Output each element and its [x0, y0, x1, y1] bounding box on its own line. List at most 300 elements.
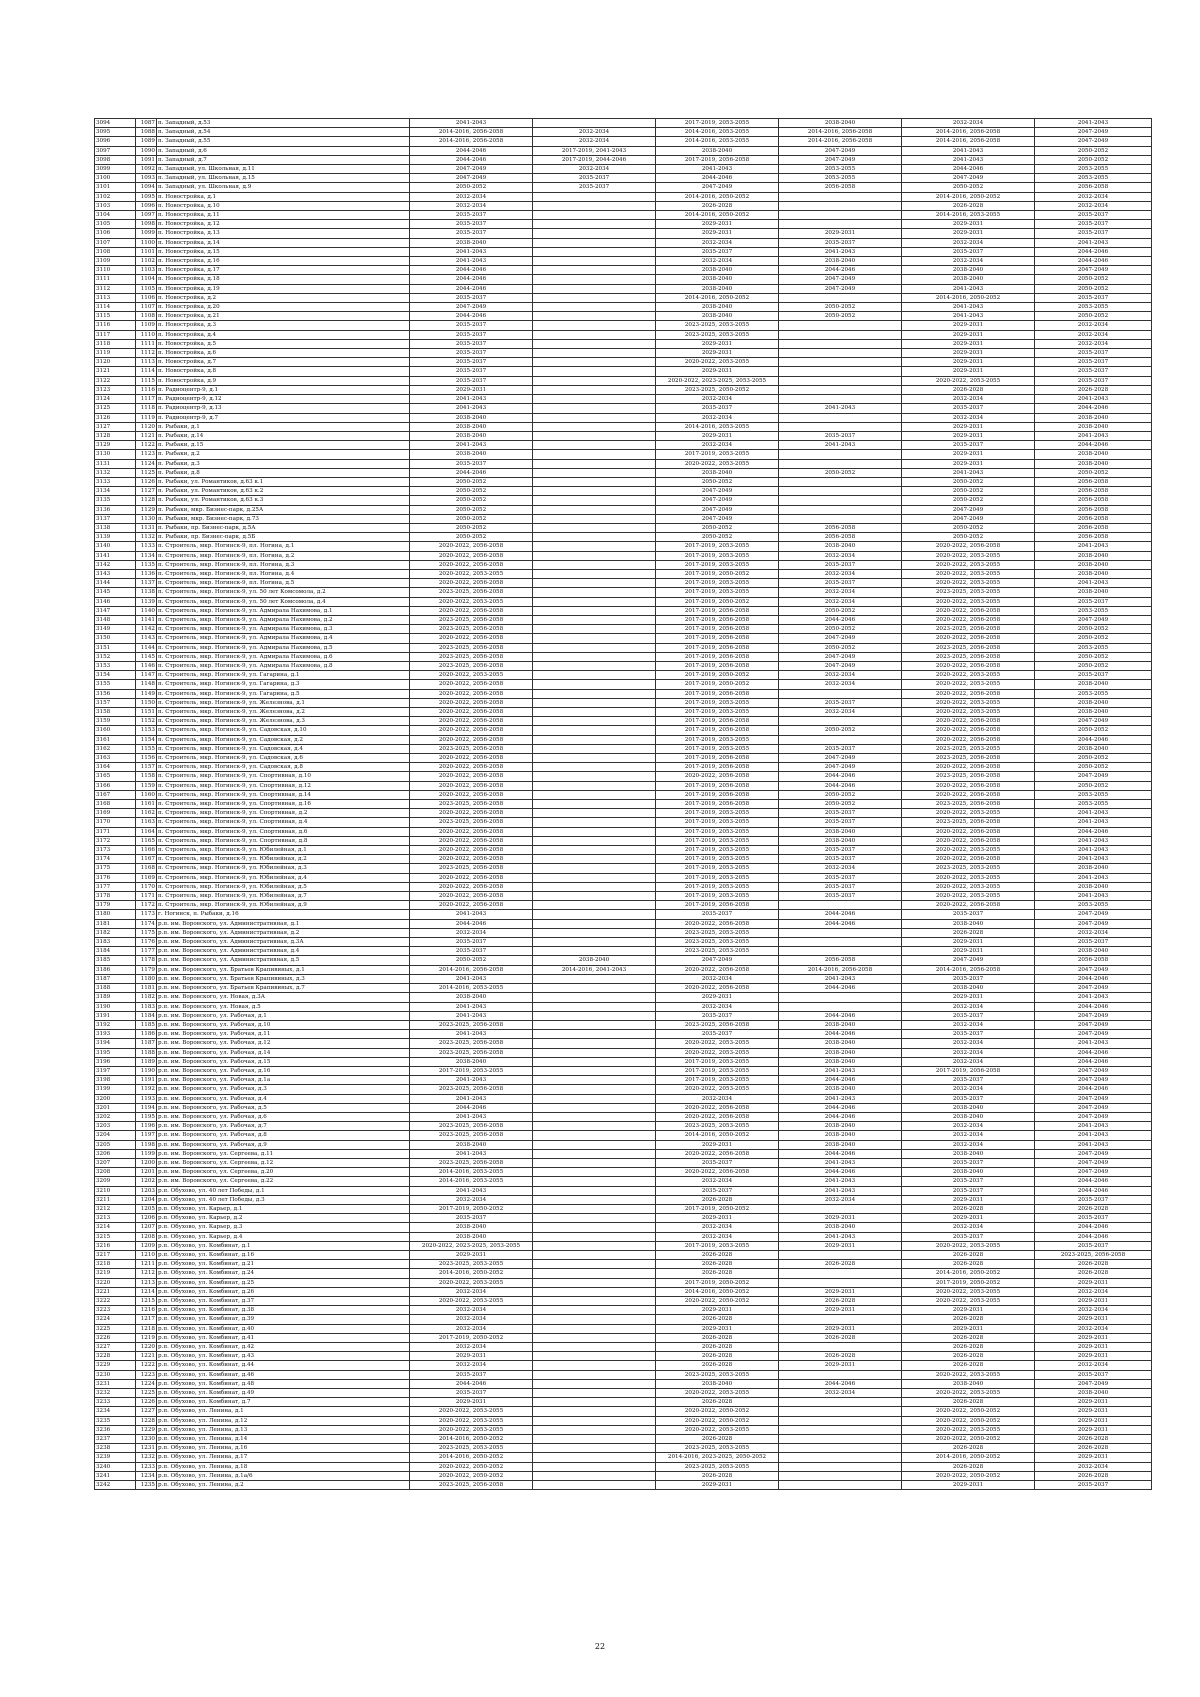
- table-cell: 2020-2022, 2053-2055: [410, 1407, 533, 1416]
- table-cell: 3239: [95, 1453, 136, 1462]
- table-cell: 3156: [95, 689, 136, 698]
- table-cell: [533, 1398, 656, 1407]
- table-cell: 1202: [136, 1177, 157, 1186]
- table-cell: [533, 781, 656, 790]
- table-cell: [779, 413, 902, 422]
- table-cell: 2044-2046: [779, 910, 902, 919]
- table-cell: [533, 404, 656, 413]
- table-row: [95, 910, 1152, 919]
- table-cell: 2032-2034: [902, 1140, 1035, 1149]
- table-cell: [779, 735, 902, 744]
- table-row: [95, 1066, 1152, 1075]
- table-cell: 2023-2025, 2053-2055: [656, 330, 779, 339]
- table-row: [95, 919, 1152, 928]
- table-cell: 2020-2022, 2053-2055: [902, 1389, 1035, 1398]
- table-cell: 2029-2031: [779, 229, 902, 238]
- table-cell: 2035-2037: [1035, 938, 1152, 947]
- table-cell: [533, 1471, 656, 1480]
- table-cell: 2050-2052: [656, 523, 779, 532]
- table-cell: 1157: [136, 763, 157, 772]
- table-cell: 1135: [136, 560, 157, 569]
- table-cell: 3139: [95, 533, 136, 542]
- table-cell: 2035-2037: [902, 1186, 1035, 1195]
- table-cell: 2029-2031: [1035, 1297, 1152, 1306]
- table-cell: 2020-2022, 2050-2052: [902, 1407, 1035, 1416]
- table-cell: 2029-2031: [1035, 1333, 1152, 1342]
- table-cell: 2017-2019, 2056-2058: [656, 781, 779, 790]
- table-cell: 2020-2022, 2053-2055: [902, 579, 1035, 588]
- table-cell: 2023-2025, 2056-2058: [902, 652, 1035, 661]
- table-cell: 2044-2046: [1035, 827, 1152, 836]
- table-cell: 2044-2046: [1035, 247, 1152, 256]
- table-cell: 2038-2040: [1035, 569, 1152, 578]
- table-cell: [533, 910, 656, 919]
- table-cell: 1170: [136, 882, 157, 891]
- table-cell: 2023-2025, 2056-2058: [902, 625, 1035, 634]
- table-cell: р.п. Обухово, ул. Комбинат, д.49: [157, 1389, 410, 1398]
- table-cell: 2035-2037: [410, 330, 533, 339]
- table-cell: [533, 1085, 656, 1094]
- table-cell: 3151: [95, 643, 136, 652]
- table-cell: 2017-2019, 2050-2052: [656, 1204, 779, 1213]
- table-cell: [779, 901, 902, 910]
- schedule-table: [94, 118, 1152, 1490]
- table-row: [95, 441, 1152, 450]
- table-cell: п. Строитель, мкр. Ногинск-9, ул. Гагарина, д.1: [157, 671, 410, 680]
- table-cell: 2032-2034: [410, 928, 533, 937]
- table-cell: 2017-2019, 2053-2055: [656, 1076, 779, 1085]
- table-cell: 1141: [136, 615, 157, 624]
- table-cell: 2050-2052: [779, 800, 902, 809]
- table-cell: 2014-2016, 2050-2052: [656, 1131, 779, 1140]
- table-cell: 2029-2031: [410, 385, 533, 394]
- table-cell: 2020-2022, 2056-2058: [410, 708, 533, 717]
- table-cell: 2038-2040: [902, 1112, 1035, 1121]
- table-cell: 1122: [136, 441, 157, 450]
- table-cell: 2044-2046: [779, 1011, 902, 1020]
- table-cell: [533, 551, 656, 560]
- table-cell: 2053-2055: [1035, 643, 1152, 652]
- table-row: [95, 1011, 1152, 1020]
- table-cell: [533, 1112, 656, 1121]
- table-cell: 2032-2034: [779, 708, 902, 717]
- table-cell: 2044-2046: [1035, 1085, 1152, 1094]
- table-cell: 2044-2046: [779, 1379, 902, 1388]
- table-cell: 2038-2040: [902, 266, 1035, 275]
- table-cell: 2047-2049: [902, 956, 1035, 965]
- table-cell: 2050-2052: [410, 183, 533, 192]
- table-cell: 2017-2019, 2053-2055: [656, 873, 779, 882]
- table-cell: 2020-2022, 2056-2058: [410, 882, 533, 891]
- table-cell: 2047-2049: [1035, 1020, 1152, 1029]
- table-row: [95, 1481, 1152, 1490]
- table-cell: 2041-2043: [1035, 542, 1152, 551]
- table-cell: 2050-2052: [1035, 763, 1152, 772]
- table-cell: 2047-2049: [1035, 1066, 1152, 1075]
- table-cell: [533, 1177, 656, 1186]
- table-cell: п. Строитель, мкр. Ногинск-9, ул. Гагарина, д.5: [157, 689, 410, 698]
- table-cell: 3098: [95, 155, 136, 164]
- table-cell: 3186: [95, 965, 136, 974]
- table-cell: [533, 1232, 656, 1241]
- table-cell: 3152: [95, 652, 136, 661]
- table-row: [95, 892, 1152, 901]
- table-cell: 2032-2034: [410, 192, 533, 201]
- table-row: [95, 652, 1152, 661]
- table-cell: [533, 1324, 656, 1333]
- table-cell: 2035-2037: [779, 809, 902, 818]
- table-cell: 1180: [136, 974, 157, 983]
- table-cell: 2032-2034: [779, 1389, 902, 1398]
- table-cell: 1112: [136, 349, 157, 358]
- table-cell: п. Новостройка, д.21: [157, 312, 410, 321]
- table-cell: 2035-2037: [656, 1030, 779, 1039]
- table-cell: 2032-2034: [902, 1122, 1035, 1131]
- table-cell: 2038-2040: [902, 275, 1035, 284]
- table-cell: 2029-2031: [656, 220, 779, 229]
- table-cell: 2020-2022, 2053-2055: [902, 1287, 1035, 1296]
- table-cell: 2020-2022, 2053-2055: [410, 1297, 533, 1306]
- table-cell: 2026-2028: [656, 1315, 779, 1324]
- table-cell: 2041-2043: [1035, 119, 1152, 128]
- table-cell: 2047-2049: [779, 754, 902, 763]
- table-row: [95, 643, 1152, 652]
- table-cell: 2038-2040: [902, 919, 1035, 928]
- table-cell: 3094: [95, 119, 136, 128]
- table-cell: 2020-2022, 2050-2052: [410, 1471, 533, 1480]
- table-row: [95, 1343, 1152, 1352]
- table-cell: 2047-2049: [656, 505, 779, 514]
- table-cell: 1098: [136, 220, 157, 229]
- table-cell: 2047-2049: [656, 183, 779, 192]
- table-cell: 2041-2043: [779, 1177, 902, 1186]
- table-cell: 3110: [95, 266, 136, 275]
- table-cell: 2020-2022, 2056-2058: [902, 634, 1035, 643]
- table-cell: 2026-2028: [656, 1195, 779, 1204]
- table-cell: 2047-2049: [779, 275, 902, 284]
- table-cell: [533, 321, 656, 330]
- table-cell: 1124: [136, 459, 157, 468]
- table-cell: 2029-2031: [656, 1481, 779, 1490]
- table-cell: 2056-2058: [1035, 956, 1152, 965]
- table-row: [95, 533, 1152, 542]
- table-cell: 3184: [95, 947, 136, 956]
- table-cell: п. Новостройка, д.11: [157, 211, 410, 220]
- table-cell: 2029-2031: [656, 431, 779, 440]
- table-cell: 2041-2043: [410, 395, 533, 404]
- table-cell: 2029-2031: [902, 459, 1035, 468]
- table-cell: 2017-2019, 2053-2055: [656, 551, 779, 560]
- table-cell: 3209: [95, 1177, 136, 1186]
- table-cell: п. Строитель, мкр. Ногинск-9, ул. Адмирала Нахимова, д.2: [157, 615, 410, 624]
- table-cell: 2044-2046: [410, 1103, 533, 1112]
- table-cell: 2029-2031: [902, 229, 1035, 238]
- table-cell: 2029-2031: [1035, 1425, 1152, 1434]
- table-cell: 2047-2049: [902, 174, 1035, 183]
- table-cell: 2050-2052: [410, 496, 533, 505]
- table-cell: 2047-2049: [1035, 615, 1152, 624]
- table-cell: 3153: [95, 661, 136, 670]
- table-cell: 1214: [136, 1287, 157, 1296]
- table-cell: 1096: [136, 201, 157, 210]
- table-cell: 2020-2022, 2053-2055: [902, 560, 1035, 569]
- table-cell: 3108: [95, 247, 136, 256]
- table-cell: 2050-2052: [1035, 625, 1152, 634]
- table-row: [95, 128, 1152, 137]
- table-cell: 3220: [95, 1278, 136, 1287]
- table-cell: [533, 1039, 656, 1048]
- table-cell: 2020-2022, 2053-2055: [656, 1085, 779, 1094]
- table-row: [95, 1048, 1152, 1057]
- table-cell: 2047-2049: [1035, 137, 1152, 146]
- table-cell: 2020-2022, 2056-2058: [410, 735, 533, 744]
- table-cell: 3123: [95, 385, 136, 394]
- table-cell: [533, 1103, 656, 1112]
- table-cell: п. Западный, д.53: [157, 119, 410, 128]
- table-cell: [533, 1343, 656, 1352]
- table-cell: 3162: [95, 744, 136, 753]
- table-row: [95, 1122, 1152, 1131]
- table-cell: 2023-2025, 2053-2055: [656, 947, 779, 956]
- table-cell: р.п. им. Воровского, ул. Сергеева, д.22: [157, 1177, 410, 1186]
- table-cell: 3200: [95, 1094, 136, 1103]
- table-cell: 2017-2019, 2056-2058: [656, 625, 779, 634]
- table-cell: 1107: [136, 303, 157, 312]
- table-cell: 2041-2043: [410, 257, 533, 266]
- table-cell: 2044-2046: [1035, 257, 1152, 266]
- table-cell: [533, 1186, 656, 1195]
- table-cell: 2026-2028: [656, 1343, 779, 1352]
- table-cell: 2047-2049: [1035, 1094, 1152, 1103]
- table-cell: 3188: [95, 984, 136, 993]
- table-cell: 2044-2046: [656, 174, 779, 183]
- table-cell: 2050-2052: [656, 533, 779, 542]
- table-cell: 2032-2034: [902, 1002, 1035, 1011]
- table-cell: 2053-2055: [779, 165, 902, 174]
- table-row: [95, 560, 1152, 569]
- table-cell: 2050-2052: [1035, 754, 1152, 763]
- table-row: [95, 763, 1152, 772]
- table-cell: п. Строитель, мкр. Ногинск-9, ул. 50 лет Комсомола, д.2: [157, 588, 410, 597]
- table-cell: 2026-2028: [902, 201, 1035, 210]
- table-cell: 2047-2049: [656, 956, 779, 965]
- table-cell: [533, 293, 656, 302]
- table-cell: 2032-2034: [1035, 330, 1152, 339]
- table-cell: 2044-2046: [779, 1112, 902, 1121]
- table-row: [95, 266, 1152, 275]
- table-cell: 2047-2049: [1035, 1112, 1152, 1121]
- table-cell: 2017-2019, 2053-2055: [656, 1057, 779, 1066]
- table-cell: 3219: [95, 1269, 136, 1278]
- table-cell: 2026-2028: [902, 1250, 1035, 1259]
- table-cell: 1175: [136, 928, 157, 937]
- table-cell: 2038-2040: [410, 993, 533, 1002]
- table-cell: 2032-2034: [779, 680, 902, 689]
- table-cell: 1196: [136, 1122, 157, 1131]
- table-cell: [533, 1287, 656, 1296]
- table-cell: 2047-2049: [779, 146, 902, 155]
- table-cell: [533, 1094, 656, 1103]
- table-cell: 2032-2034: [1035, 1361, 1152, 1370]
- table-cell: [779, 1002, 902, 1011]
- table-cell: 3203: [95, 1122, 136, 1131]
- table-cell: 3169: [95, 809, 136, 818]
- table-cell: 2017-2019, 2050-2052: [410, 1204, 533, 1213]
- table-cell: 2014-2016, 2053-2055: [902, 211, 1035, 220]
- table-cell: [779, 928, 902, 937]
- table-row: [95, 1085, 1152, 1094]
- table-cell: 2020-2022, 2056-2058: [410, 809, 533, 818]
- table-cell: 3230: [95, 1370, 136, 1379]
- table-cell: 2035-2037: [779, 882, 902, 891]
- table-cell: [779, 1370, 902, 1379]
- table-cell: 2035-2037: [779, 579, 902, 588]
- table-cell: п. Новостройка, д.13: [157, 229, 410, 238]
- table-cell: 2050-2052: [1035, 781, 1152, 790]
- table-cell: [533, 827, 656, 836]
- table-cell: 2035-2037: [656, 1011, 779, 1020]
- table-cell: 2020-2022, 2056-2058: [410, 754, 533, 763]
- table-cell: 2014-2016, 2053-2055: [410, 1177, 533, 1186]
- table-cell: 2038-2040: [656, 303, 779, 312]
- table-cell: п. Западный, д.6: [157, 146, 410, 155]
- table-cell: 2047-2049: [1035, 1076, 1152, 1085]
- table-cell: 3154: [95, 671, 136, 680]
- table-cell: 2041-2043: [1035, 1039, 1152, 1048]
- table-cell: 2047-2049: [1035, 128, 1152, 137]
- table-cell: [533, 266, 656, 275]
- table-row: [95, 1324, 1152, 1333]
- table-row: [95, 1379, 1152, 1388]
- table-cell: 2032-2034: [533, 137, 656, 146]
- table-cell: р.п. им. Воровского, ул. Рабочая, д.11: [157, 1030, 410, 1039]
- table-cell: 2023-2025, 2053-2055: [656, 938, 779, 947]
- table-cell: 2020-2022, 2056-2058: [902, 542, 1035, 551]
- table-cell: 2035-2037: [533, 183, 656, 192]
- table-cell: [533, 1315, 656, 1324]
- table-cell: 2038-2040: [779, 1140, 902, 1149]
- table-cell: 2038-2040: [1035, 560, 1152, 569]
- table-cell: п. Новостройка, д.3: [157, 321, 410, 330]
- table-cell: 2020-2022, 2056-2058: [410, 717, 533, 726]
- table-cell: р.п. Обухово, ул. Ленина, д.17: [157, 1453, 410, 1462]
- table-cell: [533, 993, 656, 1002]
- table-cell: 2056-2058: [1035, 183, 1152, 192]
- table-cell: 2023-2025, 2056-2058: [1035, 1250, 1152, 1259]
- table-cell: 2041-2043: [902, 303, 1035, 312]
- table-cell: 1191: [136, 1076, 157, 1085]
- table-cell: 2056-2058: [1035, 505, 1152, 514]
- table-cell: 1095: [136, 192, 157, 201]
- table-cell: р.п. Обухово, ул. Карьер, д.1: [157, 1204, 410, 1213]
- table-cell: 2038-2040: [656, 275, 779, 284]
- table-cell: 2032-2034: [656, 1002, 779, 1011]
- table-cell: 1210: [136, 1250, 157, 1259]
- table-row: [95, 1416, 1152, 1425]
- table-cell: 2041-2043: [1035, 873, 1152, 882]
- table-cell: [533, 560, 656, 569]
- table-cell: [779, 220, 902, 229]
- table-cell: 3107: [95, 238, 136, 247]
- table-cell: 2041-2043: [410, 441, 533, 450]
- table-cell: 2017-2019, 2056-2058: [656, 661, 779, 670]
- table-cell: 2017-2019, 2053-2055: [656, 708, 779, 717]
- table-row: [95, 321, 1152, 330]
- table-row: [95, 1278, 1152, 1287]
- table-cell: 2035-2037: [1035, 293, 1152, 302]
- table-cell: 1211: [136, 1260, 157, 1269]
- table-row: [95, 1462, 1152, 1471]
- table-cell: р.п. Обухово, ул. Ленина, д.13: [157, 1425, 410, 1434]
- table-cell: 2029-2031: [1035, 1352, 1152, 1361]
- table-row: [95, 1407, 1152, 1416]
- table-cell: 2014-2016, 2050-2052: [902, 293, 1035, 302]
- table-cell: 2035-2037: [410, 321, 533, 330]
- table-cell: п. Строитель, мкр. Ногинск-9, ул. Юбилейная, д.7: [157, 892, 410, 901]
- table-cell: 2050-2052: [779, 790, 902, 799]
- table-cell: 2020-2022, 2056-2058: [902, 790, 1035, 799]
- table-row: [95, 1425, 1152, 1434]
- table-cell: [533, 772, 656, 781]
- table-cell: 2041-2043: [1035, 836, 1152, 845]
- table-cell: 1117: [136, 395, 157, 404]
- table-cell: р.п. Обухово, ул. Комбинат, д.25: [157, 1278, 410, 1287]
- table-cell: 1186: [136, 1030, 157, 1039]
- table-cell: [533, 892, 656, 901]
- table-cell: 1190: [136, 1066, 157, 1075]
- table-cell: 2038-2040: [656, 312, 779, 321]
- table-cell: 3159: [95, 717, 136, 726]
- table-cell: п. Строитель, мкр. Ногинск-9, ул. Садовская, д.8: [157, 763, 410, 772]
- table-cell: 2029-2031: [902, 349, 1035, 358]
- table-cell: 2020-2022, 2053-2055: [902, 569, 1035, 578]
- table-cell: 2047-2049: [1035, 1379, 1152, 1388]
- table-cell: 2023-2025, 2056-2058: [410, 1039, 533, 1048]
- table-cell: 2026-2028: [656, 1471, 779, 1480]
- table-row: [95, 726, 1152, 735]
- table-cell: 3229: [95, 1361, 136, 1370]
- table-cell: 2020-2022, 2053-2055: [656, 1039, 779, 1048]
- table-cell: 2017-2019, 2053-2055: [656, 588, 779, 597]
- table-cell: [533, 588, 656, 597]
- table-cell: 2023-2025, 2053-2055: [902, 744, 1035, 753]
- table-cell: 1215: [136, 1297, 157, 1306]
- table-cell: 2023-2025, 2056-2058: [410, 652, 533, 661]
- table-cell: 2032-2034: [902, 1048, 1035, 1057]
- table-cell: 2023-2025, 2053-2055: [410, 1444, 533, 1453]
- table-cell: 2038-2040: [779, 827, 902, 836]
- table-cell: 3196: [95, 1057, 136, 1066]
- table-cell: 1168: [136, 864, 157, 873]
- table-cell: 2047-2049: [779, 652, 902, 661]
- table-cell: 2038-2040: [779, 119, 902, 128]
- table-cell: [533, 385, 656, 394]
- table-cell: 3142: [95, 560, 136, 569]
- table-cell: 1131: [136, 523, 157, 532]
- table-cell: р.п. им. Воровского, ул. Рабочая, д.9: [157, 1140, 410, 1149]
- table-cell: 2020-2022, 2056-2058: [410, 726, 533, 735]
- table-cell: 2014-2016, 2056-2058: [902, 965, 1035, 974]
- table-cell: р.п. им. Воровского, ул. Сергеева, д.12: [157, 1158, 410, 1167]
- table-cell: 2029-2031: [902, 450, 1035, 459]
- table-cell: [533, 201, 656, 210]
- table-cell: п. Новостройка, д.17: [157, 266, 410, 275]
- table-cell: 3215: [95, 1232, 136, 1241]
- table-cell: 2026-2028: [1035, 1471, 1152, 1480]
- table-cell: 2023-2025, 2056-2058: [902, 772, 1035, 781]
- table-cell: [533, 625, 656, 634]
- table-cell: 2029-2031: [779, 1214, 902, 1223]
